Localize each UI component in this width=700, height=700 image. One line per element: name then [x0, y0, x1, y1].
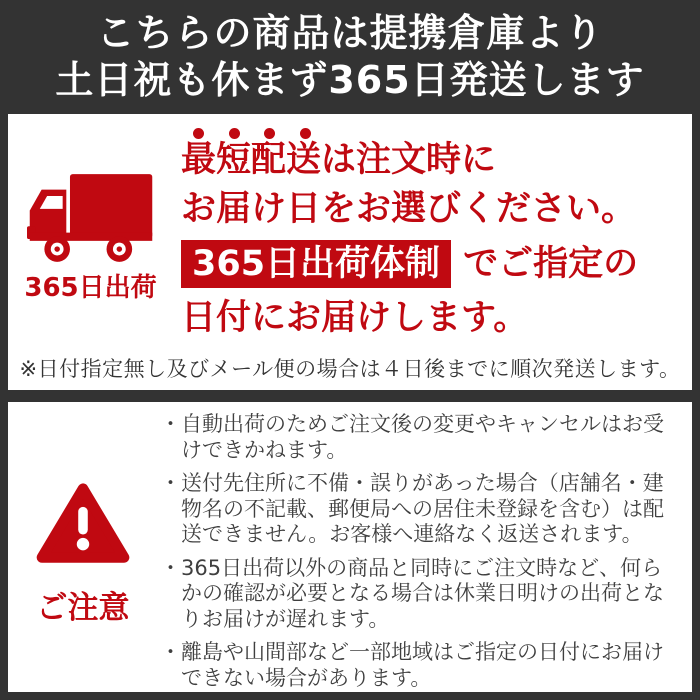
shipping-panel [8, 114, 692, 390]
headline-line-2: お届け日をお選びください。 [181, 189, 637, 229]
headline-line-4: 日付にお届けします。 [181, 298, 529, 338]
footnote: ※日付指定無し及びメール便の場合は４日後までに順次発送します。 [19, 357, 681, 381]
caution-panel [8, 402, 692, 692]
caution-caption: ご注意 [36, 590, 130, 626]
emphasis-dot [229, 128, 240, 139]
emphasis-dot-cell [288, 127, 324, 139]
emphasis-dot [264, 128, 275, 139]
emphasis-dot-cell [252, 127, 288, 139]
bullet-marker: ・ [160, 471, 181, 495]
emphasis-dot [193, 128, 204, 139]
caution-item [160, 412, 680, 463]
caution-item [160, 640, 680, 691]
shipping-headlines [173, 114, 692, 390]
emphasis-dot [300, 128, 311, 139]
emphasis-dot-cell [217, 127, 253, 139]
caution-item [160, 471, 680, 548]
caution-item-text: 365日出荷以外の商品と同時にご注文時など、何らかの確認が必要となる場合は休業日明けの出荷となりお届けが遅れます。 [181, 555, 664, 631]
truck-caption: 365日出荷 [24, 273, 157, 303]
highlight-box: 365日出荷体制 [181, 240, 451, 288]
warning-triangle-icon [35, 482, 131, 568]
bullet-marker: ・ [160, 555, 181, 580]
headline-line-3 [181, 240, 692, 288]
truck-column [8, 114, 173, 390]
caution-list [158, 402, 692, 692]
header-line-1: こちらの商品は提携倉庫より [96, 11, 604, 55]
bullet-marker: ・ [160, 640, 181, 664]
header-line-2: 土日祝も休まず365日発送します [55, 58, 645, 102]
delivery-truck-icon [27, 172, 155, 264]
headline-line-1: 最短配送は注文時に [181, 140, 497, 180]
emphasis-dots [181, 127, 692, 139]
caution-item-text: 送付先住所に不備・誤りがあった場合（店舗名・建物名の不記載、郵便局への居住未登録を含む）は配送できません。お客様へ連絡なく返送されます。 [181, 471, 664, 546]
headline-line-3-rest: でご指定の [463, 244, 639, 284]
caution-item-text: 離島や山間部など一部地域はご指定の日付にお届けできない場合があります。 [181, 640, 664, 690]
header-banner [0, 0, 700, 114]
caution-item-text: 自動出荷のためご注文後の変更やキャンセルはお受けできかねます。 [181, 412, 664, 462]
bullet-marker: ・ [160, 412, 181, 436]
caution-column [8, 402, 158, 692]
caution-item [160, 556, 680, 633]
emphasis-dot-cell [181, 127, 217, 139]
